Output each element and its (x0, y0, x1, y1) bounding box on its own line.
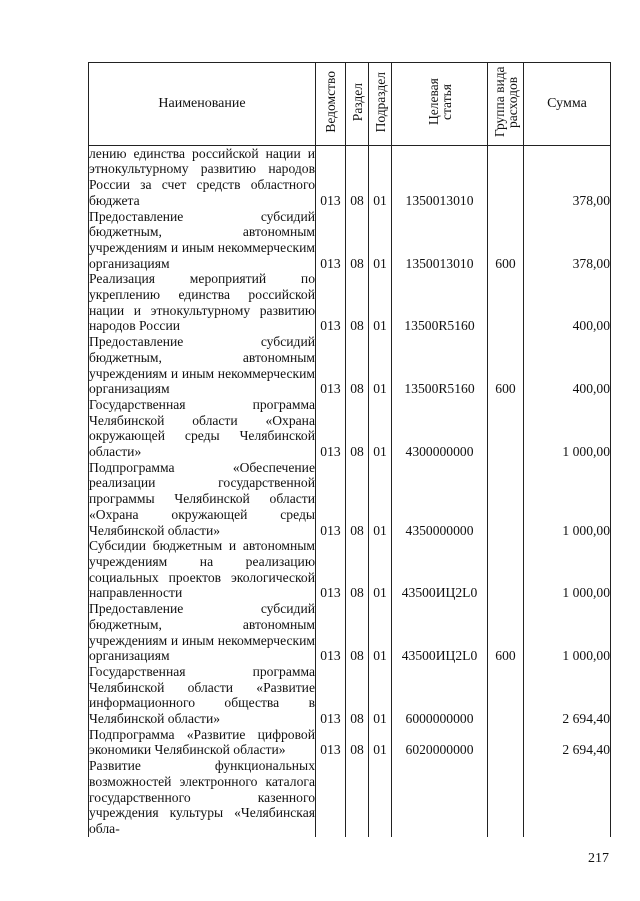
row-name: лению единства российской нации и этнокультурному развитию народов России за счет средств областного бюджета (89, 145, 315, 208)
page-number: 217 (588, 851, 609, 866)
row-target: 43500ИЦ2L0 (392, 538, 488, 601)
row-vedomstvo: 013 (316, 664, 346, 727)
row-group (488, 538, 524, 601)
row-podrazdel: 01 (369, 397, 392, 460)
row-podrazdel: 01 (369, 460, 392, 539)
row-razdel: 08 (346, 538, 369, 601)
row-podrazdel: 01 (369, 538, 392, 601)
row-group (488, 664, 524, 727)
row-podrazdel: 01 (369, 664, 392, 727)
header-name: Наименование (89, 63, 316, 146)
row-name: Реализация мероприятий по укреплению единства российской нации и этнокультурному развитию народов России (89, 271, 315, 334)
row-razdel: 08 (346, 334, 369, 397)
row-sum: 400,00 (524, 334, 611, 397)
row-vedomstvo: 013 (316, 601, 346, 664)
table-row (89, 538, 611, 601)
row-vedomstvo: 013 (316, 397, 346, 460)
row-sum: 378,00 (524, 209, 611, 272)
header-target: Целевая статья (392, 63, 488, 146)
table-row (89, 727, 611, 758)
row-name: Развитие функциональных возможностей электронного каталога государственного казенного учреждения культуры «Челябинская обла- (89, 758, 315, 836)
row-razdel: 08 (346, 209, 369, 272)
row-name: Подпрограмма «Обеспечение реализации государственной программы Челябинской области «Охрана окружающей среды Челябинской области» (89, 459, 315, 538)
row-vedomstvo: 013 (316, 538, 346, 601)
row-vedomstvo (316, 758, 346, 837)
row-vedomstvo: 013 (316, 209, 346, 272)
row-group: 600 (488, 601, 524, 664)
table-row (89, 664, 611, 727)
row-podrazdel: 01 (369, 601, 392, 664)
row-podrazdel (369, 758, 392, 837)
row-vedomstvo: 013 (316, 334, 346, 397)
row-razdel: 08 (346, 664, 369, 727)
table-row (89, 271, 611, 334)
row-vedomstvo: 013 (316, 460, 346, 539)
row-name: Подпрограмма «Развитие цифровой экономики Челябинской области» (89, 726, 315, 758)
row-sum: 2 694,40 (524, 664, 611, 727)
row-name: Государственная программа Челябинской области «Развитие информационного общества в Челябинской области» (89, 663, 315, 727)
row-sum: 1 000,00 (524, 460, 611, 539)
table-row (89, 145, 611, 208)
row-sum (524, 758, 611, 837)
row-group (488, 727, 524, 758)
row-razdel (346, 758, 369, 837)
table-row (89, 397, 611, 460)
row-target: 1350013010 (392, 145, 488, 208)
header-vedomstvo: Ведомство (316, 63, 346, 146)
row-group (488, 758, 524, 837)
row-sum: 1 000,00 (524, 538, 611, 601)
row-vedomstvo: 013 (316, 145, 346, 208)
budget-table (88, 62, 611, 837)
header-razdel: Раздел (346, 63, 369, 146)
row-name: Государственная программа Челябинской области «Охрана окружающей среды Челябинской области» (89, 396, 315, 460)
row-sum: 378,00 (524, 145, 611, 208)
table-body (89, 145, 611, 836)
row-name: Субсидии бюджетным и автономным учреждениям на реализацию социальных проектов экологической направленности (89, 538, 315, 601)
row-target: 1350013010 (392, 209, 488, 272)
table-row (89, 460, 611, 539)
row-target: 4300000000 (392, 397, 488, 460)
row-razdel: 08 (346, 397, 369, 460)
row-group (488, 397, 524, 460)
row-sum: 1 000,00 (524, 397, 611, 460)
table-row (89, 209, 611, 272)
row-razdel: 08 (346, 727, 369, 758)
header-group: Группа вида расходов (488, 63, 524, 146)
row-group (488, 271, 524, 334)
row-target: 13500R5160 (392, 334, 488, 397)
row-razdel: 08 (346, 601, 369, 664)
row-group: 600 (488, 209, 524, 272)
row-target: 4350000000 (392, 460, 488, 539)
row-vedomstvo: 013 (316, 271, 346, 334)
row-target: 43500ИЦ2L0 (392, 601, 488, 664)
header-sum: Сумма (524, 63, 611, 146)
row-podrazdel: 01 (369, 145, 392, 208)
row-group (488, 460, 524, 539)
row-group (488, 145, 524, 208)
row-podrazdel: 01 (369, 209, 392, 272)
row-podrazdel: 01 (369, 271, 392, 334)
row-razdel: 08 (346, 271, 369, 334)
row-podrazdel: 01 (369, 727, 392, 758)
table-header (89, 63, 611, 146)
row-razdel: 08 (346, 460, 369, 539)
row-razdel: 08 (346, 145, 369, 208)
row-sum: 1 000,00 (524, 601, 611, 664)
row-sum: 400,00 (524, 271, 611, 334)
row-vedomstvo: 013 (316, 727, 346, 758)
table-row (89, 601, 611, 664)
row-podrazdel: 01 (369, 334, 392, 397)
table-row (89, 334, 611, 397)
row-target: 6020000000 (392, 727, 488, 758)
header-podrazdel: Подраздел (369, 63, 392, 146)
table-row (89, 758, 611, 837)
row-sum: 2 694,40 (524, 727, 611, 758)
row-target: 6000000000 (392, 664, 488, 727)
row-group: 600 (488, 334, 524, 397)
row-name: Предоставление субсидий бюджетным, автономным учреждениям и иным некоммерческим организациям (89, 601, 315, 664)
row-name: Предоставление субсидий бюджетным, автономным учреждениям и иным некоммерческим организациям (89, 334, 315, 397)
row-target: 13500R5160 (392, 271, 488, 334)
row-target (392, 758, 488, 837)
row-name: Предоставление субсидий бюджетным, автономным учреждениям и иным некоммерческим организациям (89, 208, 315, 271)
